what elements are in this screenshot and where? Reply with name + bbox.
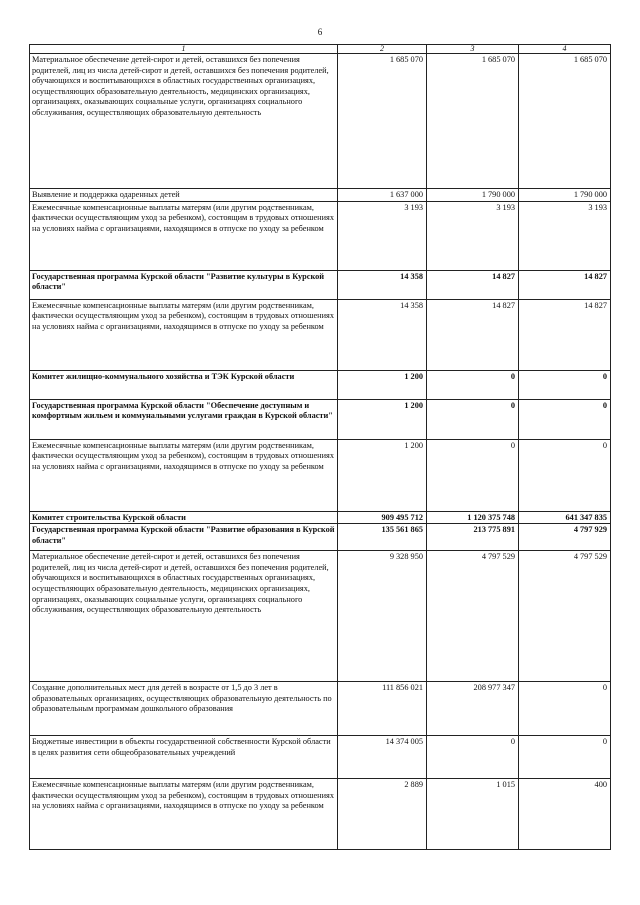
row-value-1: 2 889 [338, 779, 427, 850]
row-name: Государственная программа Курской области "Развитие культуры в Курской области" [30, 270, 338, 299]
table-row [30, 399, 611, 439]
row-value-1: 1 200 [338, 399, 427, 439]
table-row [30, 736, 611, 779]
row-value-1: 3 193 [338, 201, 427, 270]
table-row [30, 54, 611, 189]
row-value-3: 0 [519, 439, 611, 511]
row-value-1: 14 358 [338, 270, 427, 299]
row-name: Ежемесячные компенсационные выплаты матерям (или другим родственникам, фактически осуществляющим уход за ребенком), состоящим в трудовых отношениях на условиях найма с организациями, находящимся в отпуске по уходу за ребенком [30, 439, 338, 511]
table-row [30, 370, 611, 399]
row-value-2: 213 775 891 [427, 524, 519, 551]
row-value-2: 1 015 [427, 779, 519, 850]
row-value-2: 208 977 347 [427, 682, 519, 736]
row-value-2: 14 827 [427, 270, 519, 299]
row-value-3: 641 347 835 [519, 511, 611, 524]
row-value-1: 14 374 005 [338, 736, 427, 779]
row-value-1: 9 328 950 [338, 551, 427, 682]
row-value-1: 1 200 [338, 439, 427, 511]
row-value-2: 1 685 070 [427, 54, 519, 189]
row-value-1: 909 495 712 [338, 511, 427, 524]
row-name: Ежемесячные компенсационные выплаты матерям (или другим родственникам, фактически осуществляющим уход за ребенком), состоящим в трудовых отношениях на условиях найма с организациями, находящимся в отпуске по уходу за ребенком [30, 201, 338, 270]
table-row [30, 299, 611, 370]
header-col-4: 4 [519, 45, 611, 54]
row-name: Бюджетные инвестиции в объекты государственной собственности Курской области в целях развития сети общеобразовательных учреждений [30, 736, 338, 779]
row-name: Комитет жилищно-коммунального хозяйства и ТЭК Курской области [30, 370, 338, 399]
row-name: Создание дополнительных мест для детей в возрасте от 1,5 до 3 лет в образовательных организациях, осуществляющих образовательную деятельность по образовательным программам дошкольного образования [30, 682, 338, 736]
page-number: 6 [317, 27, 323, 37]
table-row [30, 511, 611, 524]
row-value-2: 4 797 529 [427, 551, 519, 682]
row-value-3: 0 [519, 399, 611, 439]
row-value-2: 0 [427, 439, 519, 511]
row-value-2: 14 827 [427, 299, 519, 370]
row-value-3: 14 827 [519, 299, 611, 370]
row-value-3: 14 827 [519, 270, 611, 299]
row-value-3: 4 797 529 [519, 551, 611, 682]
table-row [30, 682, 611, 736]
table-row [30, 439, 611, 511]
row-value-1: 14 358 [338, 299, 427, 370]
row-value-3: 4 797 929 [519, 524, 611, 551]
row-name: Выявление и поддержка одаренных детей [30, 189, 338, 202]
row-value-1: 1 200 [338, 370, 427, 399]
header-col-3: 3 [427, 45, 519, 54]
row-value-2: 1 790 000 [427, 189, 519, 202]
row-value-1: 1 685 070 [338, 54, 427, 189]
budget-table [29, 44, 611, 850]
row-value-3: 0 [519, 682, 611, 736]
row-value-2: 1 120 375 748 [427, 511, 519, 524]
row-value-2: 0 [427, 399, 519, 439]
row-name: Государственная программа Курской области "Развитие образования в Курской области" [30, 524, 338, 551]
row-name: Комитет строительства Курской области [30, 511, 338, 524]
row-name: Государственная программа Курской области "Обеспечение доступным и комфортным жильем и коммунальными услугами граждан в Курской области" [30, 399, 338, 439]
row-value-2: 0 [427, 370, 519, 399]
row-value-1: 1 637 000 [338, 189, 427, 202]
row-value-1: 135 561 865 [338, 524, 427, 551]
header-col-2: 2 [338, 45, 427, 54]
table-row [30, 524, 611, 551]
row-name: Ежемесячные компенсационные выплаты матерям (или другим родственникам, фактически осуществляющим уход за ребенком), состоящим в трудовых отношениях на условиях найма с организациями, находящимся в отпуске по уходу за ребенком [30, 299, 338, 370]
row-value-3: 0 [519, 736, 611, 779]
row-value-3: 1 790 000 [519, 189, 611, 202]
table-row [30, 201, 611, 270]
row-name: Ежемесячные компенсационные выплаты матерям (или другим родственникам, фактически осуществляющим уход за ребенком), состоящим в трудовых отношениях на условиях найма с организациями, находящимся в отпуске по уходу за ребенком [30, 779, 338, 850]
row-value-3: 400 [519, 779, 611, 850]
row-value-2: 3 193 [427, 201, 519, 270]
row-value-3: 0 [519, 370, 611, 399]
table-header-row [30, 45, 611, 54]
row-name: Материальное обеспечение детей-сирот и детей, оставшихся без попечения родителей, лиц из числа детей-сирот и детей, оставшихся без попечения родителей, обучающихся и воспитывающихся в областных государственных организациях, осуществляющих образовательную деятельность, медицинских организациях, организациях, оказывающих социальные услуги, организациях социального обслуживания, осуществляющих образовательную деятельность [30, 551, 338, 682]
header-col-1: 1 [30, 45, 338, 54]
row-value-1: 111 856 021 [338, 682, 427, 736]
table-row [30, 779, 611, 850]
row-value-3: 1 685 070 [519, 54, 611, 189]
table-row [30, 551, 611, 682]
table-row [30, 270, 611, 299]
row-value-2: 0 [427, 736, 519, 779]
table-row [30, 189, 611, 202]
row-value-3: 3 193 [519, 201, 611, 270]
row-name: Материальное обеспечение детей-сирот и детей, оставшихся без попечения родителей, лиц из числа детей-сирот и детей, оставшихся без попечения родителей, обучающихся и воспитывающихся в областных государственных организациях, осуществляющих образовательную деятельность, медицинских организациях, организациях, оказывающих социальные услуги, организациях социального обслуживания, осуществляющих образовательную деятельность [30, 54, 338, 189]
